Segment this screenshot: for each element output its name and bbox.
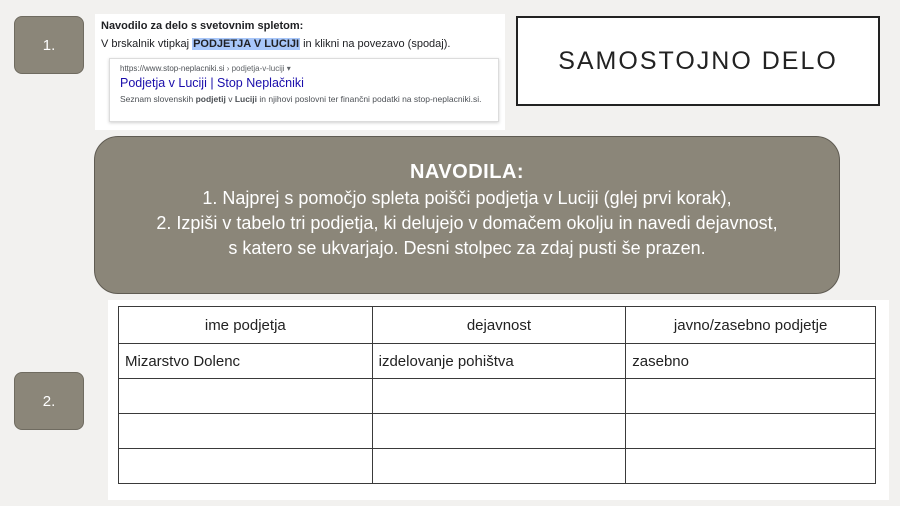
table-cell[interactable]	[119, 379, 373, 414]
step-badge-2	[14, 372, 84, 430]
table-row	[119, 379, 876, 414]
table-cell[interactable]	[626, 414, 876, 449]
table-cell[interactable]	[119, 414, 373, 449]
instruction-item-2-cont: s katero se ukvarjajo. Desni stolpec za zdaj pusti še prazen.	[228, 238, 706, 258]
slide-title-box	[516, 16, 880, 106]
instruction-suffix: in klikni na povezavo (spodaj).	[300, 38, 451, 50]
desc-part: in njihovi poslovni ter finančni podatki na stop-neplacniki.si.	[257, 94, 482, 104]
table-cell[interactable]: zasebno	[626, 344, 876, 379]
step-number: 1.	[42, 36, 56, 54]
desc-bold: Luciji	[234, 94, 258, 104]
instruction-title: Navodilo za delo s svetovnim spletom:	[101, 20, 304, 32]
header-activity: dejavnost	[372, 307, 626, 344]
result-link[interactable]: Podjetja v Luciji | Stop Neplačniki	[120, 76, 304, 90]
table-cell[interactable]: Mizarstvo Dolenc	[119, 344, 373, 379]
search-query-highlight: PODJETJA V LUCIJI	[193, 38, 300, 50]
slide-title: SAMOSTOJNO DELO	[558, 46, 838, 75]
header-public-private: javno/zasebno podjetje	[626, 307, 876, 344]
desc-part: v	[225, 94, 235, 104]
table-cell[interactable]	[119, 449, 373, 484]
table-cell[interactable]	[372, 379, 626, 414]
result-url-host: https://www.stop-neplacniki.si	[120, 64, 225, 73]
companies-table	[118, 306, 876, 484]
table-cell[interactable]	[626, 449, 876, 484]
table-row	[119, 449, 876, 484]
step-badge-1	[14, 16, 84, 74]
search-result	[109, 58, 499, 122]
instruction-prefix: V brskalnik vtipkaj	[101, 38, 193, 50]
result-description	[120, 94, 488, 104]
table-cell[interactable]	[372, 449, 626, 484]
header-company-name: ime podjetja	[119, 307, 373, 344]
step-number: 2.	[42, 392, 56, 410]
instruction-item-2: 2. Izpiši v tabelo tri podjetja, ki delujejo v domačem okolju in navedi dejavnost,	[156, 213, 778, 233]
web-instruction-card	[95, 14, 505, 130]
instruction-item-1: 1. Najprej s pomočjo spleta poišči podjetja v Luciji (glej prvi korak),	[202, 188, 732, 208]
instructions-box	[94, 136, 840, 294]
desc-bold: podjetij	[195, 94, 226, 104]
result-url	[120, 64, 488, 73]
table-cell[interactable]	[372, 414, 626, 449]
companies-table-panel	[108, 300, 889, 500]
table-header-row	[119, 307, 876, 344]
table-cell[interactable]	[626, 379, 876, 414]
instruction-line	[101, 38, 499, 50]
result-url-path: › podjetja-v-luciji ▾	[224, 64, 291, 73]
table-row	[119, 344, 876, 379]
table-cell[interactable]: izdelovanje pohištva	[372, 344, 626, 379]
table-row	[119, 414, 876, 449]
desc-part: Seznam slovenskih	[120, 94, 196, 104]
instructions-heading: NAVODILA:	[409, 161, 525, 183]
